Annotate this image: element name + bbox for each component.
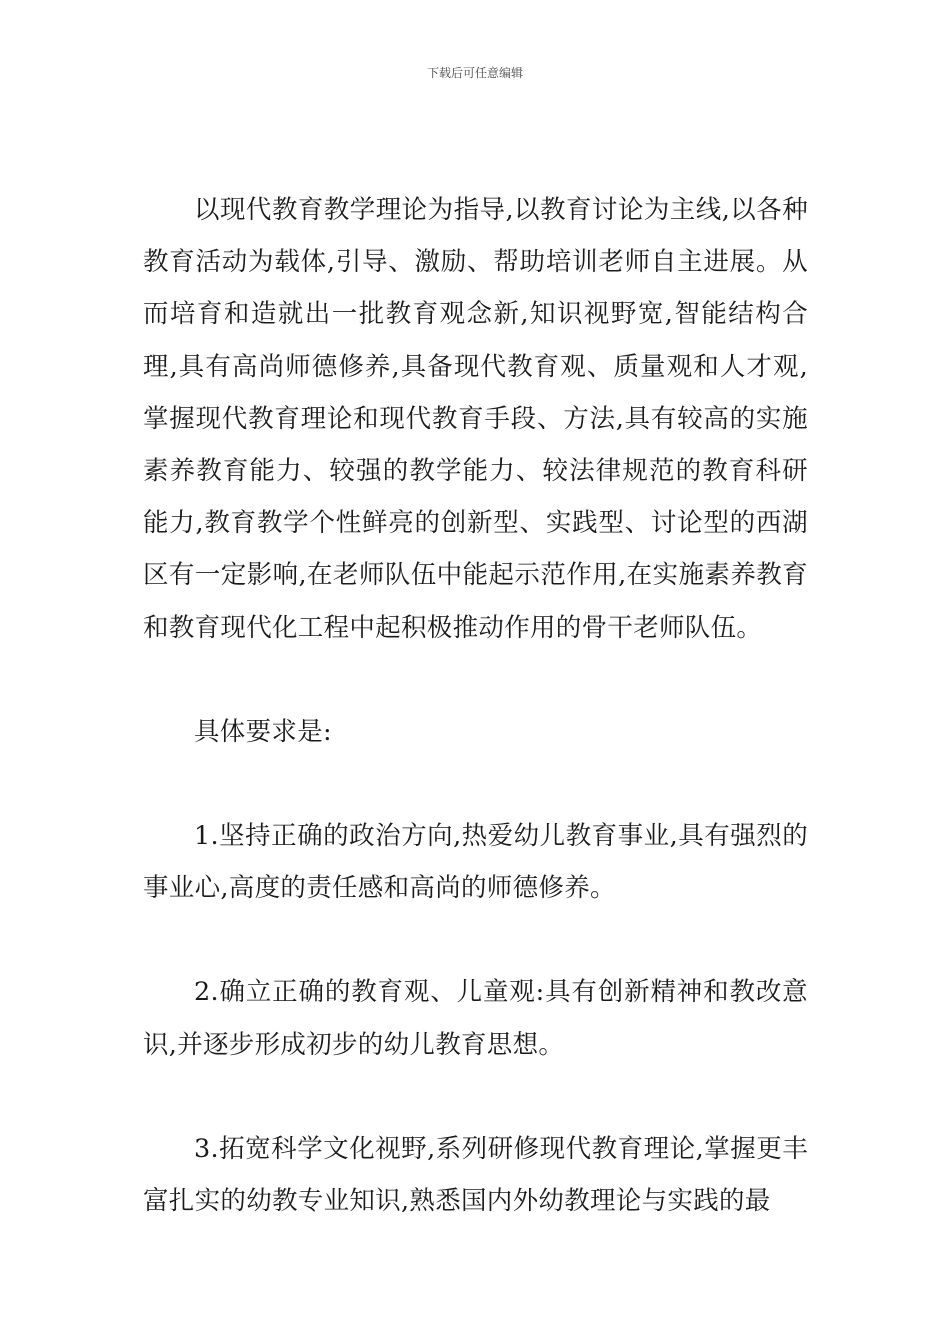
paragraph-requirements-heading: 具体要求是: [194, 716, 332, 747]
page-header: 下载后可任意编辑 [426, 66, 523, 80]
paragraph-item-1: 1.坚持正确的政治方向,热爱幼儿教育事业,具有强烈的事业心,高度的责任感和高尚的师德修养。 [143, 821, 808, 904]
paragraph-intro: 以现代教育教学理论为指导,以教育讨论为主线,以各种教育活动为载体,引导、激励、帮助培训老师自主进展。从而培育和造就出一批教育观念新,知识视野宽,智能结构合理,具有高尚师德修养,具备现代教育观、质量观和人才观,掌握现代教育理论和现代教育手段、方法,具有较高的实施素养教育能力、较强的教学能力、较法律规范的教育科研能力,教育教学个性鲜亮的创新型、实践型、讨论型的西湖区有一定影响,在老师队伍中能起示范作用,在实施素养教育和教育现代化工程中起积极推动作用的骨干老师队伍。 [143, 195, 808, 643]
paragraph-item-3: 3.拓宽科学文化视野,系列研修现代教育理论,掌握更丰富扎实的幼教专业知识,熟悉国内外幼教理论与实践的最 [143, 1133, 808, 1217]
document-body [143, 184, 808, 1279]
paragraph-item-2: 2.确立正确的教育观、儿童观:具有创新精神和教改意识,并逐步形成初步的幼儿教育思想。 [143, 977, 808, 1060]
